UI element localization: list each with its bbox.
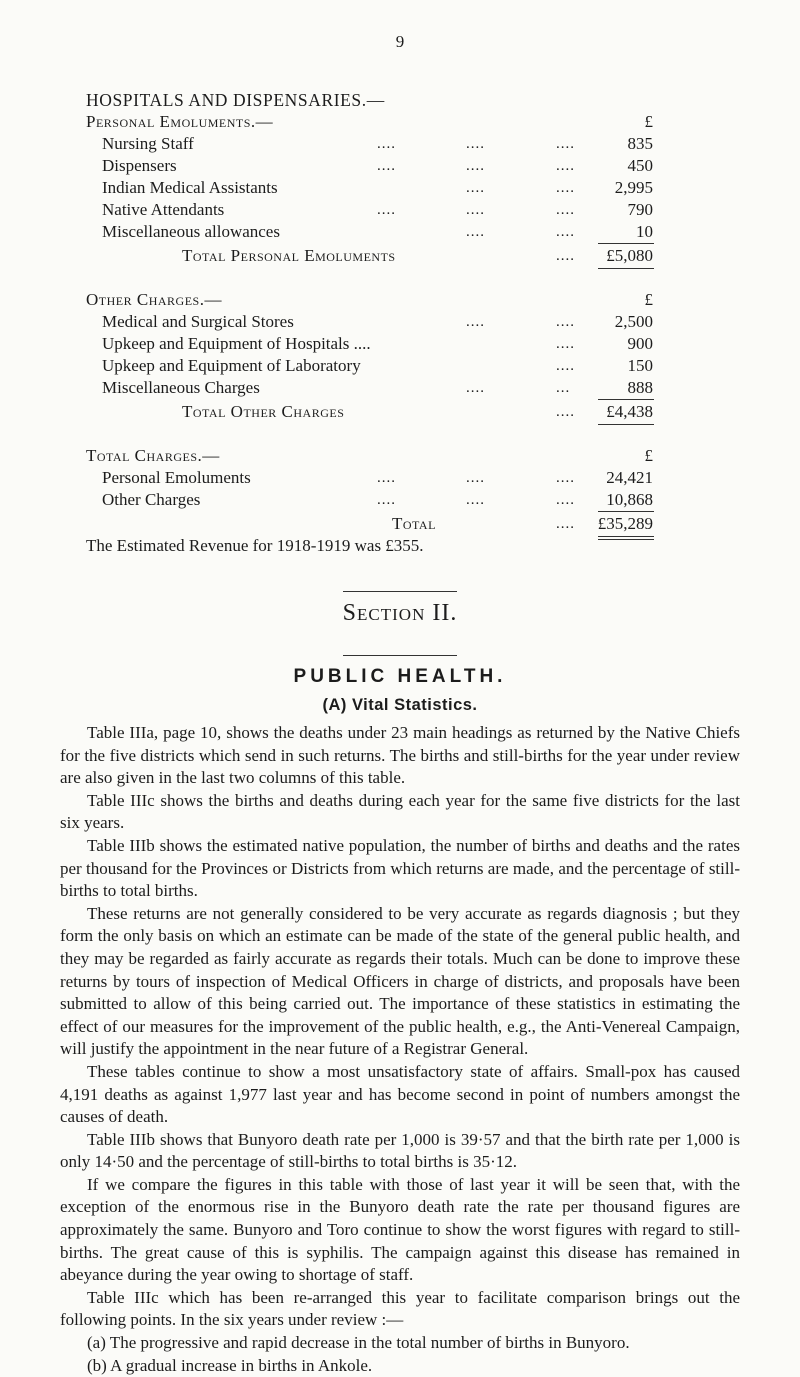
leader-dots: .... (377, 136, 396, 152)
total-double-rule (598, 536, 654, 537)
list-item: (b) A gradual increase in births in Ankole. (87, 1355, 373, 1375)
paragraph: Table IIIb shows that Bunyoro death rate per 1,000 is 39·57 and that the birth rate per 1,000 is only 14·50 and the percentage of still-births to total births is 35·12. (60, 1129, 740, 1172)
table-row-amount: 888 (627, 378, 653, 397)
section-divider (343, 655, 457, 656)
section-title: Section II. (342, 600, 458, 626)
total-double-rule (598, 539, 654, 540)
leader-dots: .... (556, 180, 575, 196)
leader-dots: .... (556, 158, 575, 174)
table-row-label: Dispensers (102, 156, 177, 175)
leader-dots: .... (466, 470, 485, 486)
table-row-label: Nursing Staff (102, 134, 194, 153)
leader-dots: .... (556, 358, 575, 374)
table-row-amount: 900 (627, 334, 653, 353)
leader-dots: .... (556, 492, 575, 508)
total-amount: £4,438 (606, 402, 653, 421)
subtotal-rule (598, 399, 654, 400)
leader-dots: .... (556, 470, 575, 486)
total-rule (598, 268, 654, 269)
paragraph: These returns are not generally considered to be very accurate as regards diagnosis ; but they form the only basis on which an estimate can be made of the state of the general public health, and they may be regarded as fairly accurate as regards their totals. Much can be done to improve these returns by tours of inspection of Medical Officers in charge of districts, and proposals have been submitted to allow of this being carried out. The importance of these statistics in estimating the effect of our measures for the improvement of the public health, e.g., the Anti-Venereal Campaign, will justify the appointment in the near future of a Registrar General. (60, 903, 740, 1059)
currency-symbol: £ (644, 290, 653, 309)
vital-statistics-heading: (A) Vital Statistics. (322, 696, 478, 714)
leader-dots: .... (466, 158, 485, 174)
leader-dots: .... (466, 202, 485, 218)
table-row-label: Other Charges (102, 490, 201, 509)
table-row-label: Native Attendants (102, 200, 225, 219)
leader-dots: .... (556, 336, 575, 352)
table-row-amount: 2,500 (614, 312, 653, 331)
table-row-label: Personal Emoluments (102, 468, 251, 487)
table-row-amount: 10,868 (606, 490, 653, 509)
leader-dots: .... (556, 136, 575, 152)
list-item: (a) The progressive and rapid decrease in the total number of births in Bunyoro. (87, 1333, 630, 1353)
subtotal-rule (598, 243, 654, 244)
table-row-label: Miscellaneous Charges (102, 378, 260, 397)
page-number: 9 (395, 32, 405, 51)
table-row-amount: 150 (627, 356, 653, 375)
paragraph: Table IIIc shows the births and deaths during each year for the same five districts for the last six years. (60, 790, 740, 833)
personal-emoluments-title: Personal Emoluments.— (86, 112, 274, 131)
currency-symbol: £ (644, 446, 653, 465)
table-row-amount: 10 (636, 222, 653, 241)
other-charges-title: Other Charges.— (86, 290, 222, 309)
paragraph: Table IIIa, page 10, shows the deaths under 23 main headings as returned by the Native Chiefs for the five districts which send in such returns. The births and still-births for the year under review are also given in the last two columns of this table. (60, 723, 740, 788)
paragraph: Table IIIb shows the estimated native population, the number of births and deaths and the rates per thousand for the Provinces or Districts from which returns are made, and the percentage of still-births to total births. (60, 835, 740, 901)
table-row-label: Upkeep and Equipment of Laboratory (102, 356, 361, 375)
table-row-label: Miscellaneous allowances (102, 222, 280, 241)
leader-dots: .... (466, 380, 485, 396)
leader-dots: .... (556, 224, 575, 240)
section-divider (343, 591, 457, 592)
total-label: Total Personal Emoluments (182, 246, 396, 265)
leader-dots: .... (466, 180, 485, 196)
total-charges-title: Total Charges.— (86, 446, 220, 465)
total-rule (598, 424, 654, 425)
total-label: Total (392, 514, 436, 533)
leader-dots: .... (556, 314, 575, 330)
table-row-label: Indian Medical Assistants (102, 178, 278, 197)
table-row-label: Upkeep and Equipment of Hospitals .... (102, 334, 371, 353)
leader-dots: ... (556, 380, 571, 396)
total-amount: £35,289 (597, 514, 653, 533)
table-row-amount: 450 (627, 156, 653, 175)
leader-dots: .... (466, 224, 485, 240)
total-label: Total Other Charges (182, 402, 345, 421)
table-row-amount: 24,421 (606, 468, 653, 487)
leader-dots: .... (556, 404, 575, 420)
table-row-label: Medical and Surgical Stores (102, 312, 294, 331)
page-heading: HOSPITALS AND DISPENSARIES.— (86, 90, 385, 110)
table-row-amount: 2,995 (614, 178, 653, 197)
leader-dots: .... (377, 492, 396, 508)
subtotal-rule (598, 511, 654, 512)
leader-dots: .... (466, 314, 485, 330)
revenue-note: The Estimated Revenue for 1918-1919 was £355. (86, 536, 424, 555)
total-amount: £5,080 (606, 246, 653, 265)
leader-dots: .... (466, 492, 485, 508)
leader-dots: .... (377, 202, 396, 218)
paragraph: If we compare the figures in this table with those of last year it will be seen that, with the exception of the enormous rise in the Bunyoro death rate the rate per thousand figures are approximately the same. Bunyoro and Toro continue to show the worst figures with regard to still-births. The great cause of this is syphilis. The campaign against this disease has remained in abeyance during the year owing to shortage of staff. (60, 1174, 740, 1285)
leader-dots: .... (377, 158, 396, 174)
leader-dots: .... (556, 516, 575, 532)
leader-dots: .... (377, 470, 396, 486)
currency-symbol: £ (644, 112, 653, 131)
paragraph: These tables continue to show a most unsatisfactory state of affairs. Small-pox has caused 4,191 deaths as against 1,977 last year and has become second in point of numbers amongst the causes of death. (60, 1061, 740, 1127)
paragraph: Table IIIc which has been re-arranged this year to facilitate comparison brings out the following points. In the six years under review :— (60, 1287, 740, 1330)
table-row-amount: 790 (627, 200, 653, 219)
public-health-heading: PUBLIC HEALTH. (293, 666, 507, 687)
leader-dots: .... (466, 136, 485, 152)
table-row-amount: 835 (627, 134, 653, 153)
body-text (60, 722, 740, 1377)
leader-dots: .... (556, 248, 575, 264)
leader-dots: .... (556, 202, 575, 218)
